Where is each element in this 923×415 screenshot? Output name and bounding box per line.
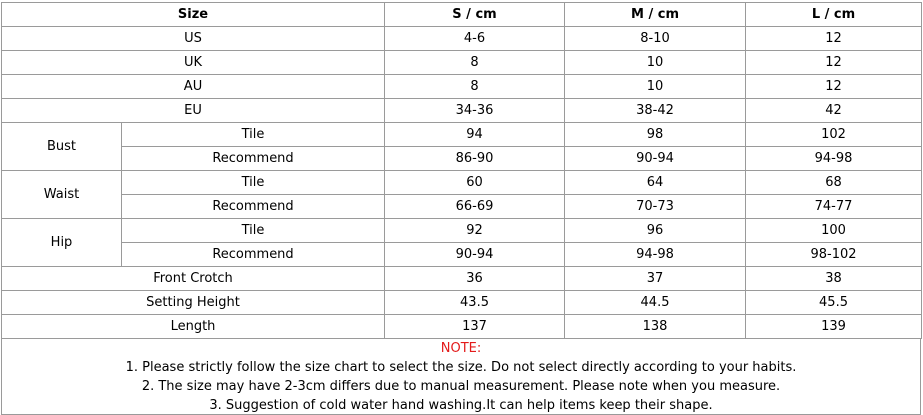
cell-s: 4-6: [385, 27, 565, 51]
cell-m: 138: [565, 315, 746, 339]
cell-l: 42: [746, 99, 922, 123]
cell-s: 137: [385, 315, 565, 339]
note-line: 2. The size may have 2-3cm differs due to manual measurement. Please note when you measure.: [141, 379, 781, 394]
header-s: S / cm: [385, 3, 565, 27]
header-l: L / cm: [746, 3, 922, 27]
row-label: UK: [2, 51, 385, 75]
row-label: Recommend: [122, 147, 385, 171]
row-label: Front Crotch: [2, 267, 385, 291]
cell-l: 98-102: [746, 243, 922, 267]
row-label: Recommend: [122, 195, 385, 219]
row-label: Setting Height: [2, 291, 385, 315]
cell-s: 92: [385, 219, 565, 243]
table-row: [2, 219, 922, 243]
cell-l: 12: [746, 51, 922, 75]
cell-s: 43.5: [385, 291, 565, 315]
table-row: [2, 315, 922, 339]
cell-l: 38: [746, 267, 922, 291]
table-header-row: [2, 3, 922, 27]
row-label: Tile: [122, 219, 385, 243]
row-label: Tile: [122, 171, 385, 195]
cell-m: 70-73: [565, 195, 746, 219]
table-row: [2, 51, 922, 75]
table-row: [2, 123, 922, 147]
cell-l: 12: [746, 27, 922, 51]
cell-m: 98: [565, 123, 746, 147]
cell-l: 102: [746, 123, 922, 147]
cell-m: 94-98: [565, 243, 746, 267]
cell-s: 94: [385, 123, 565, 147]
note-line: 3. Suggestion of cold water hand washing.It can help items keep their shape.: [209, 398, 713, 413]
cell-m: 96: [565, 219, 746, 243]
table-row: [2, 27, 922, 51]
cell-m: 37: [565, 267, 746, 291]
cell-m: 90-94: [565, 147, 746, 171]
cell-l: 12: [746, 75, 922, 99]
cell-m: 10: [565, 75, 746, 99]
cell-s: 34-36: [385, 99, 565, 123]
table-row: [2, 99, 922, 123]
note-title: NOTE:: [440, 341, 482, 356]
header-m: M / cm: [565, 3, 746, 27]
row-label: Tile: [122, 123, 385, 147]
row-label: US: [2, 27, 385, 51]
table-row: [2, 243, 922, 267]
table-row: [2, 195, 922, 219]
cell-l: 139: [746, 315, 922, 339]
table-row: [2, 267, 922, 291]
table-row: [2, 75, 922, 99]
cell-l: 94-98: [746, 147, 922, 171]
cell-m: 64: [565, 171, 746, 195]
cell-s: 90-94: [385, 243, 565, 267]
cell-m: 38-42: [565, 99, 746, 123]
note-line: 1. Please strictly follow the size chart to select the size. Do not select directly according to your habits.: [125, 360, 797, 375]
cell-s: 86-90: [385, 147, 565, 171]
row-label: Recommend: [122, 243, 385, 267]
row-label: EU: [2, 99, 385, 123]
group-label: Bust: [2, 123, 122, 171]
group-label: Waist: [2, 171, 122, 219]
cell-l: 45.5: [746, 291, 922, 315]
cell-m: 10: [565, 51, 746, 75]
cell-s: 66-69: [385, 195, 565, 219]
cell-s: 60: [385, 171, 565, 195]
size-table: [1, 2, 922, 339]
header-size: Size: [2, 3, 385, 27]
cell-s: 8: [385, 75, 565, 99]
row-label: Length: [2, 315, 385, 339]
cell-l: 74-77: [746, 195, 922, 219]
cell-s: 8: [385, 51, 565, 75]
table-row: [2, 147, 922, 171]
cell-m: 44.5: [565, 291, 746, 315]
row-label: AU: [2, 75, 385, 99]
cell-l: 68: [746, 171, 922, 195]
table-row: [2, 291, 922, 315]
group-label: Hip: [2, 219, 122, 267]
cell-m: 8-10: [565, 27, 746, 51]
notes-box: [1, 338, 921, 415]
cell-s: 36: [385, 267, 565, 291]
cell-l: 100: [746, 219, 922, 243]
table-row: [2, 171, 922, 195]
